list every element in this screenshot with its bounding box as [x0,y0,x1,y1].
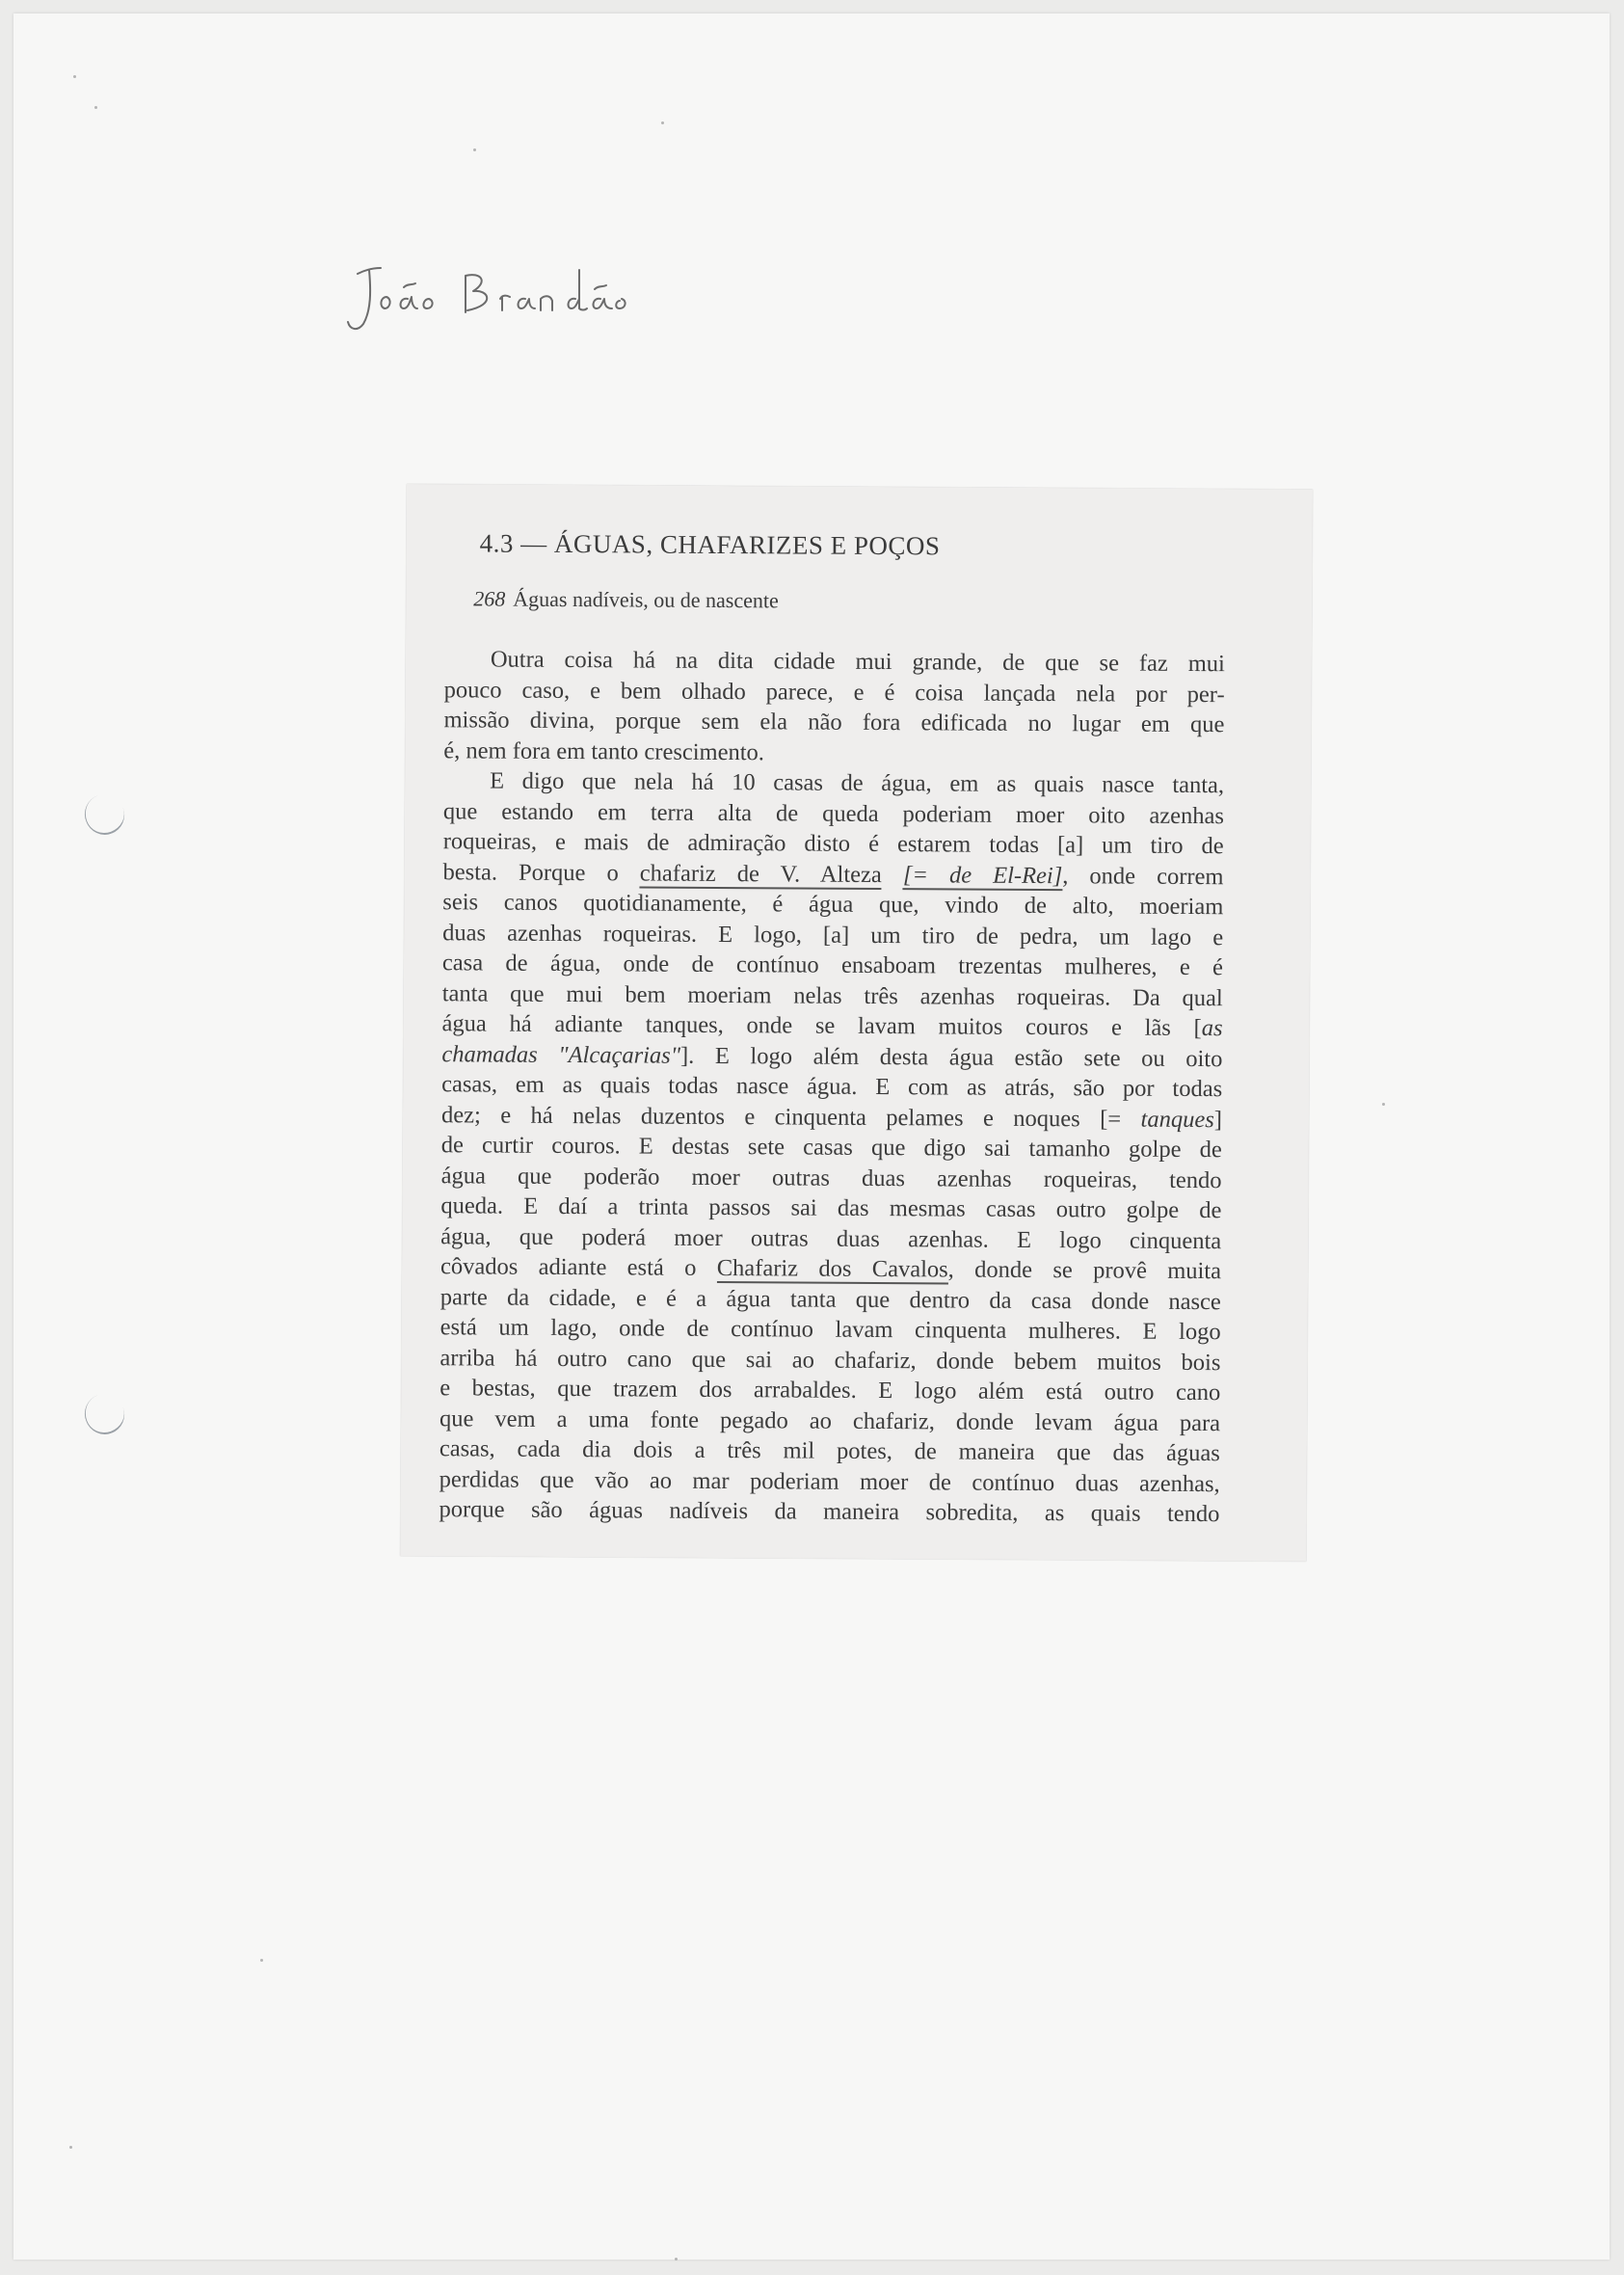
underlined-phrase: chafariz de V. Alteza [639,859,882,888]
entry-heading [473,586,779,613]
text-line: besta. Porque o chafariz de V. Alteza [= de El-Rei], onde correm [442,858,1224,890]
paper-speck [661,121,664,124]
text-line: seis canos quotidianamente, é água que, vindo de alto, moeriam [442,889,1224,921]
text-line: Outra coisa há na dita cidade mui grande, de que se faz mui [490,646,1225,678]
paper-speck [260,1959,263,1962]
underlined-phrase: Chafariz dos Cavalos [716,1254,948,1283]
text-line: roqueiras, e mais de admiração disto é estarem todas [a] um tiro de [442,828,1224,860]
paper-speck [69,2146,72,2149]
text-line: perdidas que vão ao mar poderiam moer de contínuo duas azenhas, [439,1465,1220,1497]
text-line: e bestas, que trazem dos arrabaldes. E logo além está outro cano [439,1375,1221,1406]
section-title: 4.3 — ÁGUAS, CHAFARIZES E POÇOS [479,528,941,561]
text-line: côvados adiante está o Chafariz dos Cavalos, donde se provê muita [439,1253,1222,1285]
text-line: missão divina, porque sem ela não fora edificada no lugar em que [443,707,1225,738]
punch-hole-top [79,789,130,840]
paper-speck [94,106,97,109]
paper-speck [1382,1103,1385,1106]
text-line: água, que poderá moer outras duas azenhas. E logo cinquenta [440,1222,1222,1254]
pasted-text-clipping [400,484,1313,1562]
body-text [439,644,1225,1529]
paper-speck [675,2258,678,2261]
text-line: é, nem fora em tanto crescimento. [443,736,765,765]
text-line: porque são águas nadíveis da maneira sobredita, as quais tendo [439,1496,1220,1528]
text-line: chamadas "Alcaçarias"]. E logo além desta água estão sete ou oito [441,1040,1223,1072]
text-line: água que poderão moer outras duas azenhas roqueiras, tendo [440,1162,1222,1193]
text-line: que estando em terra alta de queda poderiam moer oito azenhas [442,797,1224,829]
text-line: arriba há outro cano que sai ao chafariz, donde bebem muitos bois [439,1344,1221,1376]
text-line: que vem a uma fonte pegado ao chafariz, donde levam água para [439,1405,1221,1436]
text-line: casas, cada dia dois a três mil potes, de maneira que das águas [439,1435,1220,1467]
text-line: tanta que mui bem moeriam nelas três azenhas roqueiras. Da qual [441,979,1223,1011]
text-line: está um lago, onde de contínuo lavam cinquenta mulheres. E logo [439,1314,1221,1346]
text-line: dez; e há nelas duzentos e cinquenta pelames e noques [= tanques] [440,1101,1223,1133]
text-line: E digo que nela há 10 casas de água, em as quais nasce tanta, [490,767,1225,799]
entry-title: Águas nadíveis, ou de nascente [513,586,779,613]
entry-number: 268 [473,586,506,611]
text-line: queda. E daí a trinta passos sai das mesmas casas outro golpe de [440,1192,1222,1224]
text-line: duas azenhas roqueiras. E logo, [a] um tiro de pedra, um lago e [442,919,1224,950]
text-line: parte da cidade, e é a água tanta que dentro da casa donde nasce [439,1283,1221,1315]
punch-hole-bottom [79,1388,130,1439]
text-line: pouco caso, e bem olhado parece, e é coisa lançada nela por per- [443,676,1225,708]
text-line: de curtir couros. E destas sete casas que digo sai tamanho golpe de [440,1132,1222,1164]
text-line: água há adiante tanques, onde se lavam muitos couros e lãs [as [441,1010,1223,1042]
text-line: casa de água, onde de contínuo ensaboam trezentas mulheres, e é [441,950,1224,981]
paper-speck [73,75,76,78]
text-line: casas, em as quais todas nasce água. E com as atrás, são por todas [441,1071,1223,1103]
handwritten-signature [336,253,645,339]
paper-speck [473,148,476,151]
underlined-note: [= de El-Rei] [902,861,1063,889]
